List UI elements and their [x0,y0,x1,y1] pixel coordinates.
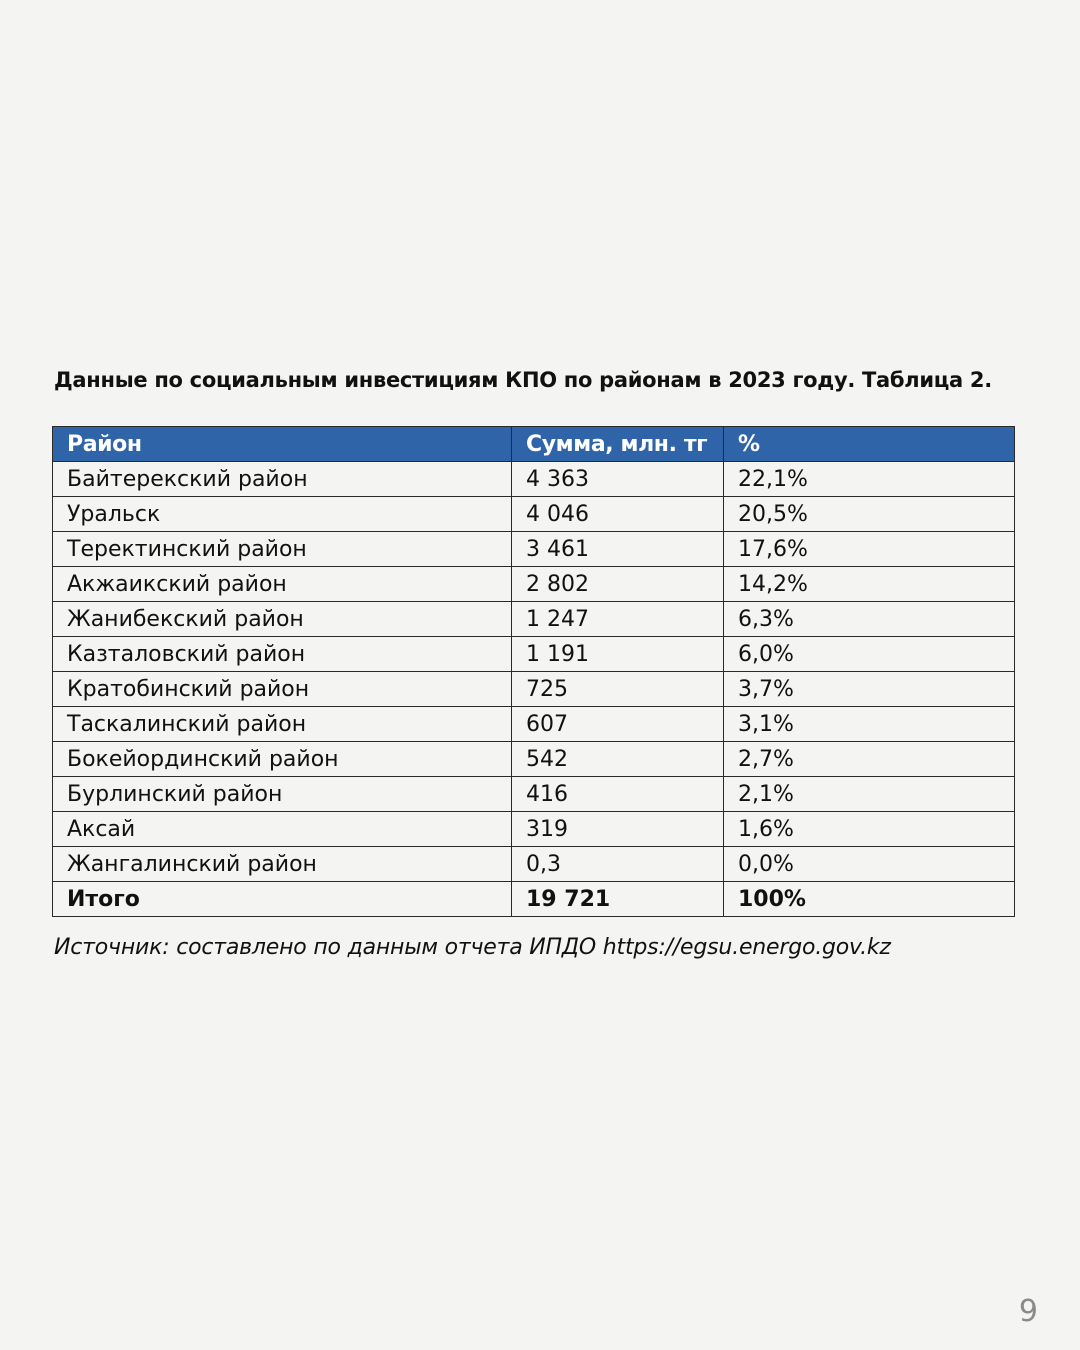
cell-amount: 3 461 [512,532,724,567]
cell-amount: 725 [512,672,724,707]
cell-district: Теректинский район [53,532,512,567]
cell-amount: 4 363 [512,462,724,497]
cell-district: Байтерекский район [53,462,512,497]
cell-percent: 1,6% [724,812,1015,847]
cell-percent: 2,1% [724,777,1015,812]
source-note: Источник: составлено по данным отчета ИПДО https://egsu.energo.gov.kz [54,935,891,960]
cell-percent: 6,3% [724,602,1015,637]
table-row [53,847,1015,882]
cell-district: Акжаикский район [53,567,512,602]
table-row [53,602,1015,637]
table-row [53,742,1015,777]
cell-percent: 2,7% [724,742,1015,777]
cell-district: Кратобинский район [53,672,512,707]
cell-percent: 22,1% [724,462,1015,497]
cell-amount: 1 247 [512,602,724,637]
cell-percent: 0,0% [724,847,1015,882]
table-total-row [53,882,1015,917]
cell-district: Бурлинский район [53,777,512,812]
header-district: Район [53,427,512,462]
header-amount: Сумма, млн. тг [512,427,724,462]
table-row [53,707,1015,742]
table-row [53,672,1015,707]
table-row [53,637,1015,672]
table-row [53,497,1015,532]
cell-amount: 607 [512,707,724,742]
cell-amount: 542 [512,742,724,777]
investment-table [52,426,1015,917]
table-title: Данные по социальным инвестициям КПО по районам в 2023 году. Таблица 2. [54,368,992,392]
cell-percent: 14,2% [724,567,1015,602]
table-row [53,777,1015,812]
header-percent: % [724,427,1015,462]
cell-district: Таскалинский район [53,707,512,742]
cell-district: Уральск [53,497,512,532]
page-number: 9 [1018,1294,1038,1329]
cell-amount: 0,3 [512,847,724,882]
cell-district: Бокейординский район [53,742,512,777]
cell-district: Жангалинский район [53,847,512,882]
cell-amount: 1 191 [512,637,724,672]
cell-percent: 20,5% [724,497,1015,532]
table-row [53,567,1015,602]
total-amount: 19 721 [512,882,724,917]
cell-amount: 416 [512,777,724,812]
cell-district: Казталовский район [53,637,512,672]
cell-amount: 319 [512,812,724,847]
total-label: Итого [53,882,512,917]
table-header-row [53,427,1015,462]
cell-percent: 3,7% [724,672,1015,707]
table-row [53,532,1015,567]
cell-percent: 17,6% [724,532,1015,567]
table-row [53,812,1015,847]
cell-amount: 4 046 [512,497,724,532]
table-row [53,462,1015,497]
total-percent: 100% [724,882,1015,917]
cell-percent: 6,0% [724,637,1015,672]
cell-district: Аксай [53,812,512,847]
cell-amount: 2 802 [512,567,724,602]
cell-percent: 3,1% [724,707,1015,742]
cell-district: Жанибекский район [53,602,512,637]
